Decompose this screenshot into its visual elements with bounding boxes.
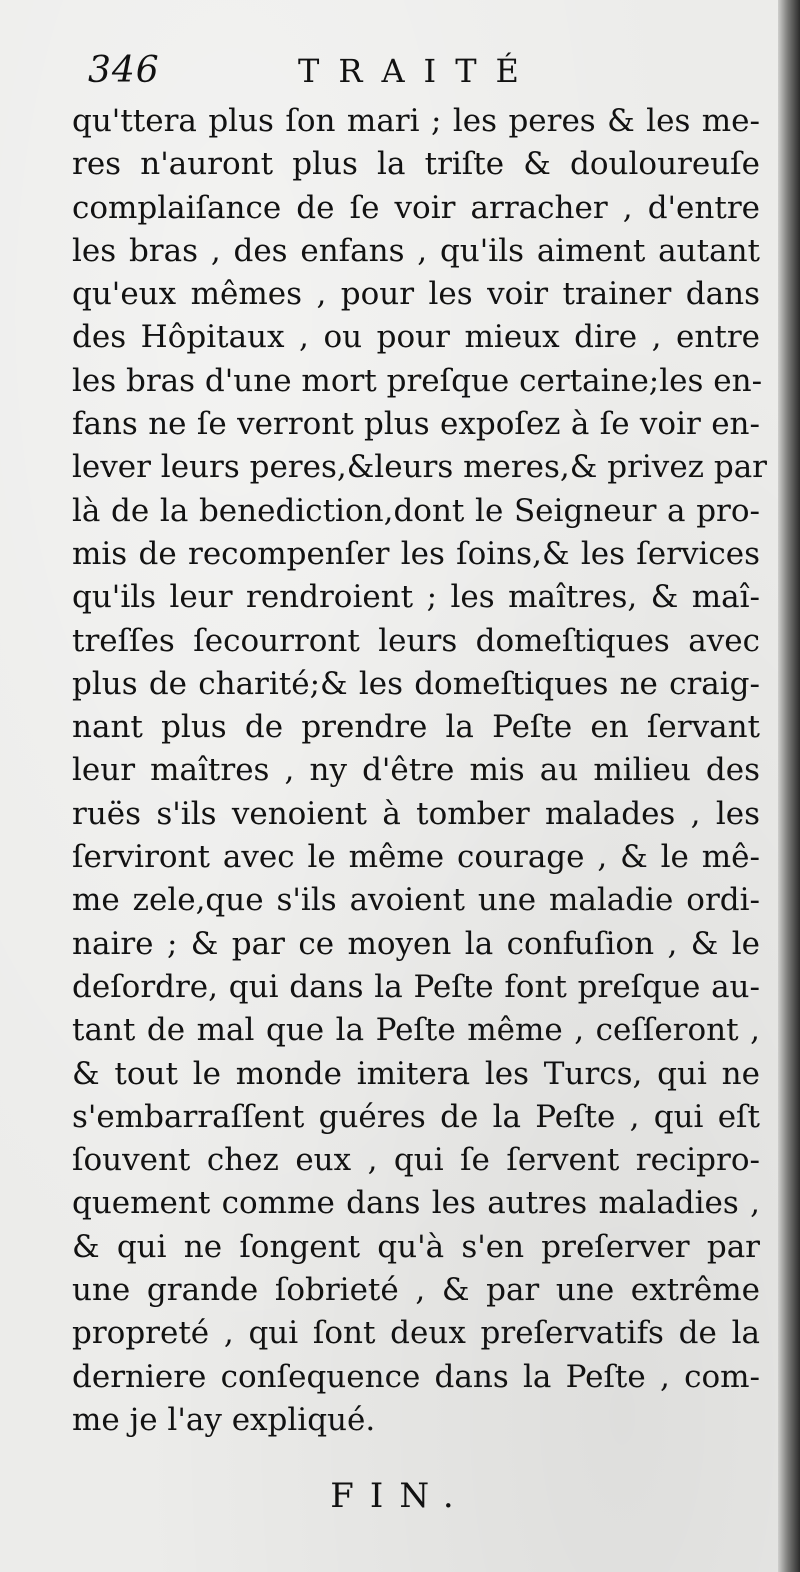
text-line: mis de recompenſer les ſoins,& les ſervices bbox=[72, 535, 760, 572]
text-line: qu'ils leur rendroient ; les maîtres, & maî- bbox=[72, 579, 760, 616]
text-line: là de la benediction,dont le Seigneur a pro- bbox=[72, 492, 760, 529]
text-line: les bras , des enfans , qu'ils aiment autant bbox=[72, 232, 760, 269]
body-text bbox=[72, 100, 768, 1442]
text-line: ruës s'ils venoient à tomber malades , les bbox=[72, 795, 760, 832]
text-line: me zele,que s'ils avoient une maladie ordi- bbox=[72, 882, 760, 919]
text-line: une grande ſobrieté , & par une extrême bbox=[72, 1272, 760, 1309]
text-line: leur maîtres , ny d'être mis au milieu des bbox=[72, 752, 760, 789]
text-line: plus de charité;& les domeſtiques ne craig- bbox=[72, 665, 760, 702]
text-line: quement comme dans les autres maladies , bbox=[72, 1185, 760, 1222]
text-line: ſerviront avec le même courage , & le mê- bbox=[72, 839, 760, 876]
text-line: propreté , qui ſont deux preſervatifs de la bbox=[72, 1315, 760, 1352]
text-line: des Hôpitaux , ou pour mieux dire , entre bbox=[72, 319, 760, 356]
text-line: & qui ne ſongent qu'à s'en preſerver par bbox=[72, 1228, 760, 1265]
text-line-last: me je l'ay expliqué. bbox=[72, 1401, 376, 1438]
text-line: qu'eux mêmes , pour les voir trainer dans bbox=[72, 276, 760, 313]
text-line: tant de mal que la Peſte même , ceſſeront , bbox=[72, 1012, 760, 1049]
text-line: s'embarraſſent guéres de la Peſte , qui eſt bbox=[72, 1098, 760, 1135]
text-line: lever leurs peres,&leurs meres,& privez par bbox=[72, 449, 768, 486]
text-line: deſordre, qui dans la Peſte font preſque au- bbox=[72, 968, 760, 1005]
text-line: ſouvent chez eux , qui ſe ſervent recipro- bbox=[72, 1142, 760, 1179]
text-line: treſſes ſecourront leurs domeſtiques avec bbox=[72, 622, 760, 659]
text-line: fans ne ſe verront plus expoſez à ſe voir en- bbox=[72, 406, 760, 443]
binding-edge bbox=[778, 0, 800, 1572]
text-line: nant plus de prendre la Peſte en ſervant bbox=[72, 709, 760, 746]
text-line: res n'auront plus la triſte & douloureuſe bbox=[72, 146, 760, 183]
text-line: les bras d'une mort preſque certaine;les en- bbox=[72, 362, 763, 399]
page-number: 346 bbox=[88, 50, 160, 91]
text-line: & tout le monde imitera les Turcs, qui ne bbox=[72, 1055, 760, 1092]
page-header bbox=[88, 50, 748, 104]
text-line: complaiſance de ſe voir arracher , d'entre bbox=[72, 189, 760, 226]
running-title: TRAITÉ bbox=[298, 52, 538, 90]
text-line: derniere conſequence dans la Peſte , com- bbox=[72, 1358, 760, 1395]
text-line: qu'ttera plus ſon mari ; les peres & les me- bbox=[72, 103, 760, 139]
text-line: naire ; & par ce moyen la confuſion , & le bbox=[72, 925, 760, 962]
finis-mark: FIN. bbox=[330, 1476, 470, 1516]
